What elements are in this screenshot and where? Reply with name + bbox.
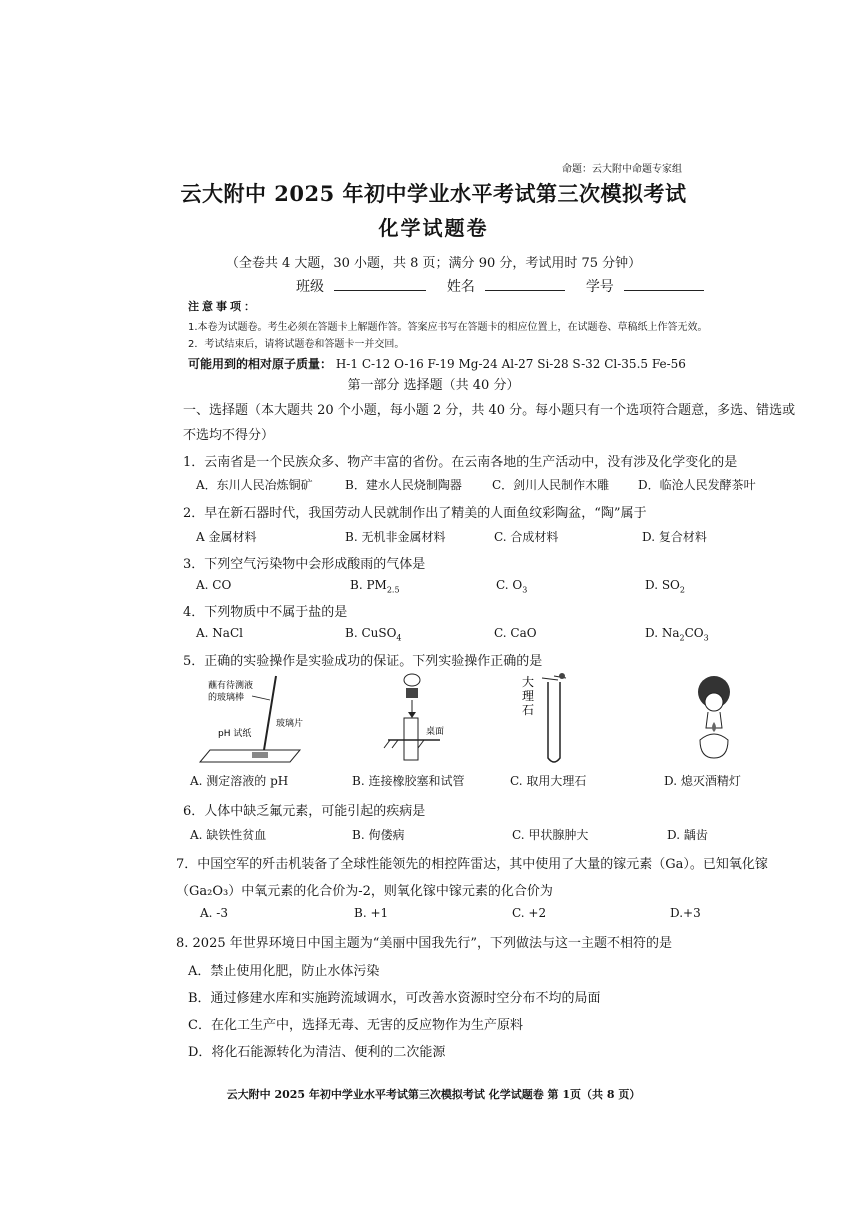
atomic-masses-values: H-1 C-12 O-16 F-19 Mg-24 Al-27 Si-28 S-32 Cl-35.5 Fe-56 xyxy=(335,357,686,371)
question-2-stem: 2．早在新石器时代，我国劳动人民就制作出了精美的人面鱼纹彩陶盆，“陶”属于 xyxy=(183,506,647,521)
exam-credit: 命题：云大附中命题专家组 xyxy=(562,164,682,175)
question-6-stem: 6．人体中缺乏氟元素，可能引起的疾病是 xyxy=(183,804,426,819)
page-footer: 云大附中 2025 年初中学业水平考试第三次模拟考试 化学试题卷 第 1页（共 8 页） xyxy=(226,1088,641,1101)
q8-option-b[interactable]: B．通过修建水库和实施跨流域调水，可改善水资源时空分布不均的局面 xyxy=(188,991,601,1006)
q5-option-c[interactable]: C. 取用大理石 xyxy=(510,774,587,788)
q2-option-a[interactable]: A 金属材料 xyxy=(196,530,257,544)
q3-option-d[interactable]: D. $SO_2$ xyxy=(645,578,685,595)
student-info-fields xyxy=(296,276,704,296)
question-3-stem: 3．下列空气污染物中会形成酸雨的气体是 xyxy=(183,557,426,572)
section-instructions-cont: 不选均不得分） xyxy=(183,428,275,443)
fig-label: 桌面 xyxy=(426,727,445,737)
fig-label: 大 xyxy=(522,675,535,689)
q8-option-a[interactable]: A．禁止使用化肥，防止水体污染 xyxy=(188,964,380,979)
name-label: 姓名 xyxy=(446,279,475,295)
class-label: 班级 xyxy=(296,279,324,295)
number-field[interactable] xyxy=(624,276,704,291)
q1-option-d[interactable]: D．临沧人民发酵茶叶 xyxy=(638,478,756,492)
q1-option-a[interactable]: A．东川人民冶炼铜矿 xyxy=(196,478,313,492)
q3-option-a[interactable]: A. CO xyxy=(196,578,232,592)
q1-option-b[interactable]: B．建水人民烧制陶器 xyxy=(345,478,462,492)
q6-option-c[interactable]: C. 甲状腺肿大 xyxy=(512,828,589,842)
q3-option-b[interactable]: B. $PM_{2.5}$ xyxy=(350,578,400,595)
q8-option-d[interactable]: D．将化石能源转化为清洁、便利的二次能源 xyxy=(188,1045,446,1060)
question-8-stem: 8. 2025 年世界环境日中国主题为“美丽中国我先行”，下列做法与这一主题不相符的是 xyxy=(176,936,673,951)
q6-option-b[interactable]: B. 佝偻病 xyxy=(352,828,405,842)
exam-title: 云大附中 2025 年初中学业水平考试第三次模拟考试 xyxy=(180,181,687,206)
q4-option-b[interactable]: B. CuSO$_4$ xyxy=(345,626,402,643)
ph-test-diagram xyxy=(190,670,320,770)
q1-option-c[interactable]: C．剑川人民制作木雕 xyxy=(492,478,610,492)
marble-diagram xyxy=(510,670,590,770)
atomic-masses xyxy=(188,355,686,372)
q2-option-d[interactable]: D. 复合材料 xyxy=(642,530,707,544)
fig-label: pH 试纸 xyxy=(218,729,252,739)
number-label: 学号 xyxy=(585,279,614,295)
q2-option-b[interactable]: B. 无机非金属材料 xyxy=(345,530,446,544)
q5-option-a[interactable]: A. 测定溶液的 pH xyxy=(190,774,289,788)
fig-label: 玻璃片 xyxy=(276,719,304,729)
notice-item: 2．考试结束后，请将试题卷和答题卡一并交回。 xyxy=(188,339,405,350)
question-1-stem: 1．云南省是一个民族众多、物产丰富的省份。在云南各地的生产活动中，没有涉及化学变化的是 xyxy=(183,455,738,470)
question-5-stem: 5．正确的实验操作是实验成功的保证。下列实验操作正确的是 xyxy=(183,654,543,669)
q4-option-d[interactable]: D. $Na_2CO_3$ xyxy=(645,626,709,643)
exam-meta: （全卷共 4 大题，30 小题，共 8 页；满分 90 分，考试用时 75 分钟） xyxy=(225,256,642,271)
q7-option-b[interactable]: B. +1 xyxy=(354,906,389,920)
part-heading: 第一部分 选择题（共 40 分） xyxy=(347,378,520,393)
atomic-masses-label: 可能用到的相对原子质量： xyxy=(188,357,333,371)
q5-option-d[interactable]: D. 熄灭酒精灯 xyxy=(664,774,741,788)
question-4-stem: 4．下列物质中不属于盐的是 xyxy=(183,605,348,620)
q5-option-b[interactable]: B. 连接橡胶塞和试管 xyxy=(352,774,465,788)
question-7-stem: 7．中国空军的歼击机装备了全球性能领先的相控阵雷达，其中使用了大量的镓元素（Ga）。已知氧化镓 xyxy=(176,857,768,872)
q4-option-c[interactable]: C. CaO xyxy=(494,626,537,640)
q4-option-a[interactable]: A. NaCl xyxy=(196,626,243,640)
class-field[interactable] xyxy=(334,276,426,291)
fig-label: 蘸有待测液 xyxy=(208,681,254,691)
fig-label: 理 xyxy=(522,689,535,703)
q7-option-c[interactable]: C. +2 xyxy=(512,906,547,920)
q5-figure-row xyxy=(190,670,750,770)
q3-option-c[interactable]: C. $O_3$ xyxy=(496,578,528,595)
q2-option-c[interactable]: C. 合成材料 xyxy=(494,530,559,544)
q7-option-a[interactable]: A. -3 xyxy=(200,906,228,920)
stopper-diagram xyxy=(380,670,470,770)
fig-label: 的玻璃棒 xyxy=(208,693,245,703)
name-field[interactable] xyxy=(485,276,565,291)
q6-option-d[interactable]: D. 龋齿 xyxy=(667,828,708,842)
q6-option-a[interactable]: A. 缺铁性贫血 xyxy=(190,828,267,842)
notice-heading: 注意事项： xyxy=(188,300,258,313)
question-7-stem-cont: （Ga₂O₃）中氧元素的化合价为-2，则氧化镓中镓元素的化合价为 xyxy=(176,884,553,899)
section-instructions: 一、选择题（本大题共 20 个小题，每小题 2 分，共 40 分。每小题只有一个选项符合题意，多选、错选或 xyxy=(183,403,796,418)
notice-item: 1.本卷为试题卷。考生必须在答题卡上解题作答。答案应书写在答题卡的相应位置上，在试题卷、草稿纸上作答无效。 xyxy=(188,322,708,333)
q7-option-d[interactable]: D.+3 xyxy=(670,906,701,920)
alcohol-lamp-diagram xyxy=(670,670,750,770)
q8-option-c[interactable]: C．在化工生产中，选择无毒、无害的反应物作为生产原料 xyxy=(188,1018,523,1033)
exam-subtitle: 化学试题卷 xyxy=(378,216,489,240)
fig-label: 石 xyxy=(522,703,535,717)
